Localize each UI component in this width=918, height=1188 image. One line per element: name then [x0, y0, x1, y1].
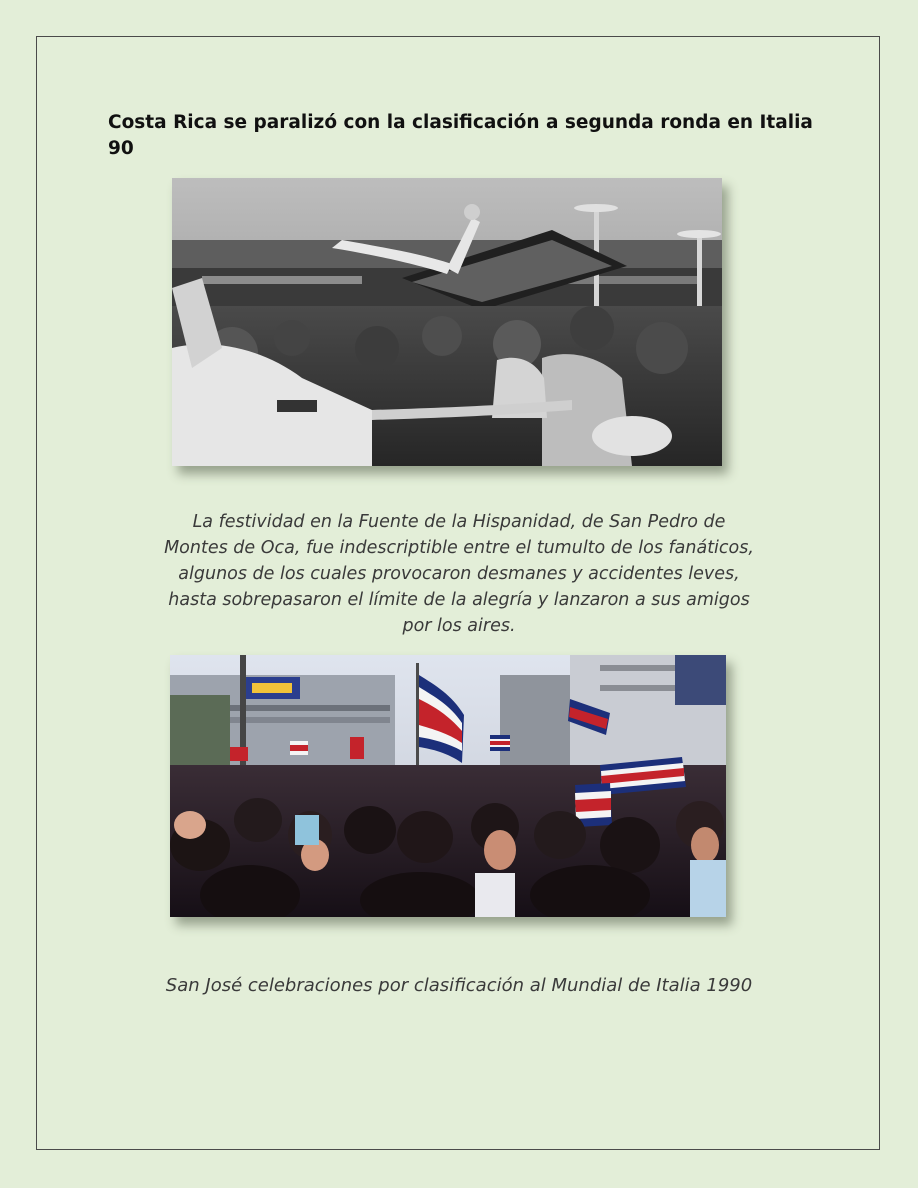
- crowd-celebration-image: [172, 178, 722, 466]
- crowd-celebration-photo: [172, 178, 722, 466]
- photo-caption-hispanidad: La festividad en la Fuente de la Hispanidad, de San Pedro de Montes de Oca, fue indescriptible entre el tumulto de los fanáticos, algunos de los cuales provocaron desmanes y accidentes leves, hasta sobrepasaron el límite de la alegría y lanzaron a sus amigos por los aires.: [164, 512, 754, 636]
- page-title: Costa Rica se paralizó con la clasificación a segunda ronda en Italia 90: [108, 112, 813, 159]
- photo-caption-san-jose: San José celebraciones por clasificación al Mundial de Italia 1990: [165, 975, 753, 996]
- crowd-flags-image: [170, 655, 726, 917]
- crowd-flags-photo: [170, 655, 726, 917]
